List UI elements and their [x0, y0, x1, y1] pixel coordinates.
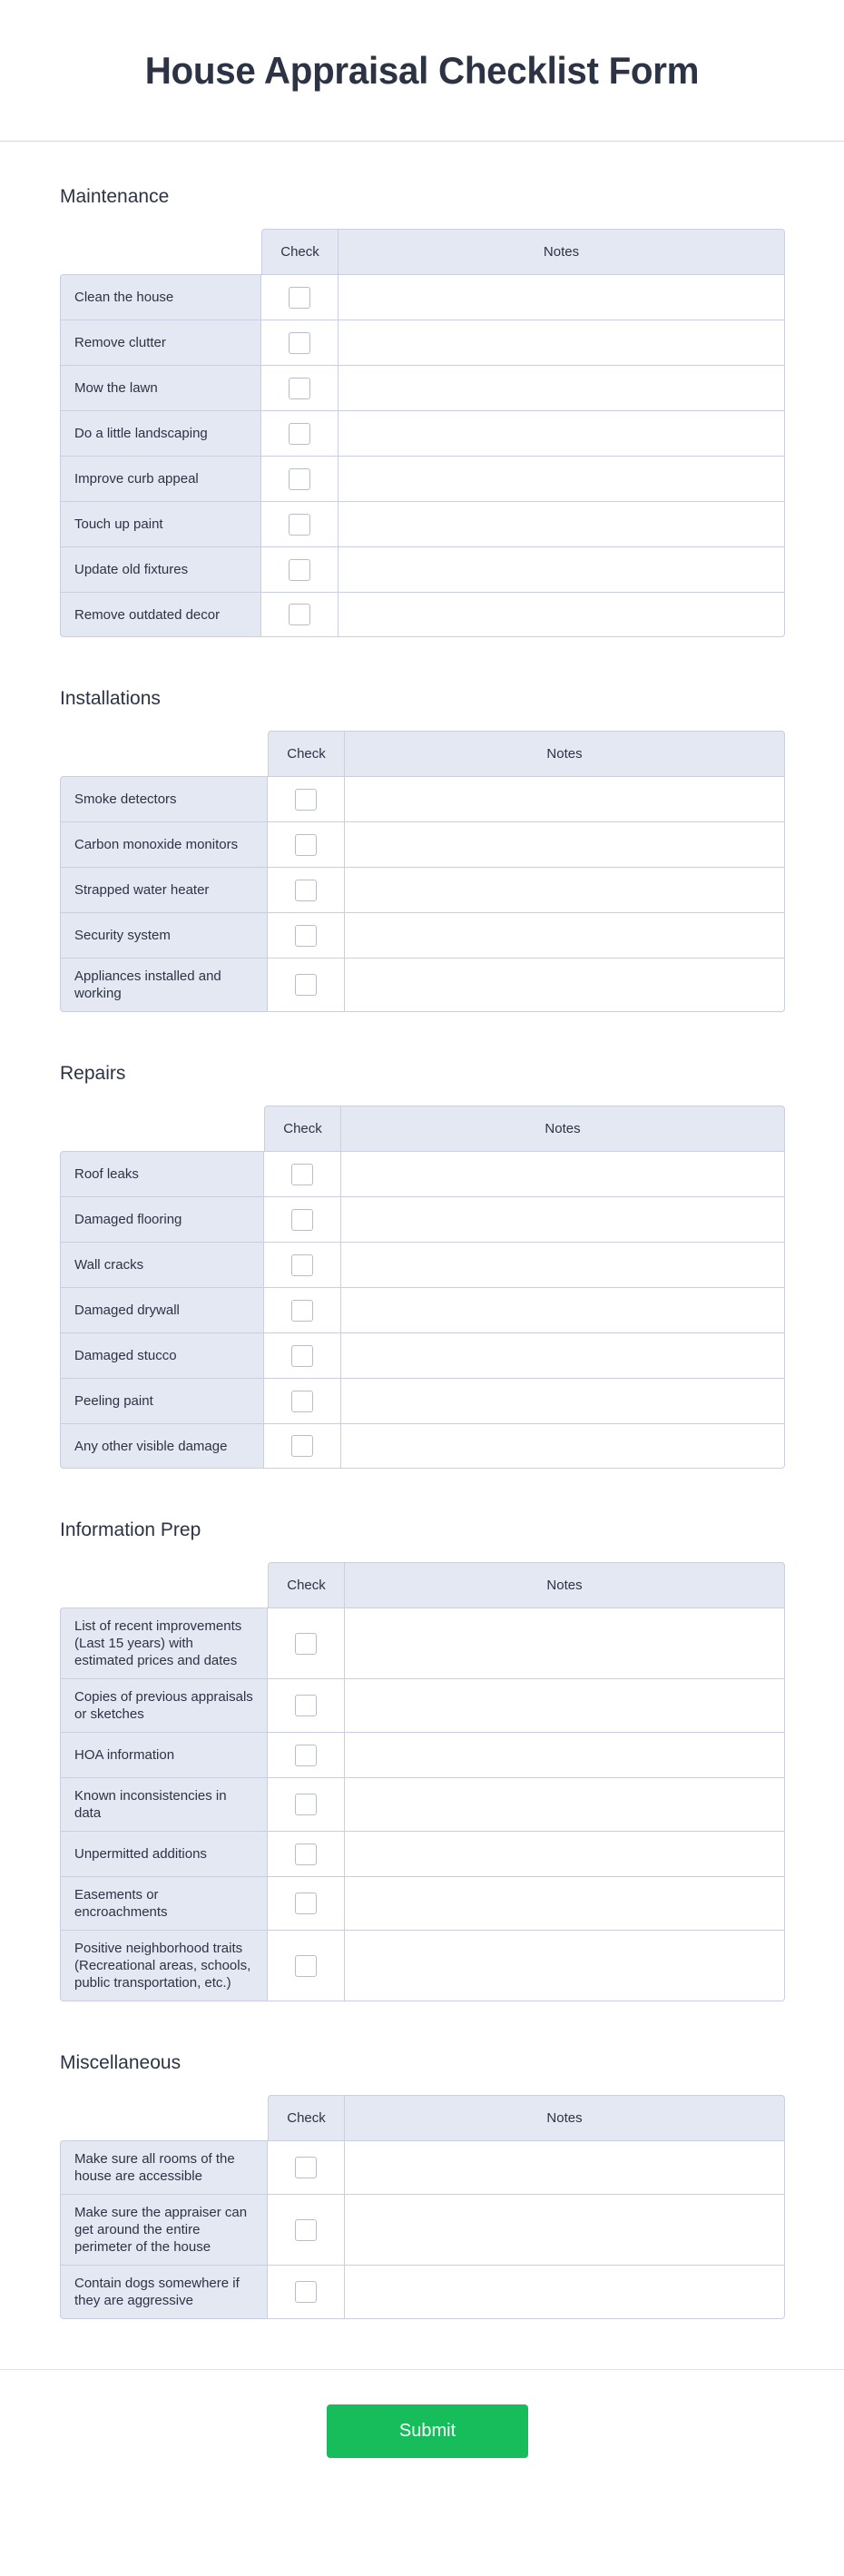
row-label: Smoke detectors	[60, 776, 268, 821]
notes-input[interactable]	[345, 1832, 784, 1876]
table-row	[60, 1608, 785, 1678]
row-label: Remove outdated decor	[60, 592, 261, 637]
check-cell	[261, 456, 339, 501]
notes-cell	[339, 501, 785, 546]
row-checkbox[interactable]	[289, 332, 310, 354]
column-header-notes: Notes	[345, 2095, 785, 2140]
row-label: Clean the house	[60, 274, 261, 320]
notes-cell	[341, 1196, 785, 1242]
row-label: Mow the lawn	[60, 365, 261, 410]
notes-cell	[339, 320, 785, 365]
row-checkbox[interactable]	[295, 925, 317, 947]
notes-input[interactable]	[345, 959, 784, 1011]
row-checkbox[interactable]	[289, 468, 310, 490]
section-title: Repairs	[60, 1063, 126, 1084]
table-row	[60, 2140, 785, 2194]
notes-cell	[345, 1678, 785, 1732]
notes-cell	[345, 1831, 785, 1876]
row-checkbox[interactable]	[291, 1391, 313, 1412]
notes-cell	[341, 1423, 785, 1469]
row-label: List of recent improvements (Last 15 years) with estimated prices and dates	[60, 1608, 268, 1678]
row-checkbox[interactable]	[295, 2219, 317, 2241]
table-row	[60, 320, 785, 365]
notes-cell	[339, 410, 785, 456]
column-header-check: Check	[268, 1562, 345, 1608]
matrix-corner	[60, 2095, 268, 2140]
check-cell	[268, 867, 345, 912]
table-row	[60, 1930, 785, 2001]
check-cell	[261, 320, 339, 365]
notes-cell	[345, 1608, 785, 1678]
table-row	[60, 1732, 785, 1777]
notes-cell	[339, 365, 785, 410]
checklist-matrix	[60, 1562, 785, 2001]
row-label: Roof leaks	[60, 1151, 264, 1196]
check-cell	[268, 1678, 345, 1732]
table-row	[60, 958, 785, 1012]
row-checkbox[interactable]	[295, 1794, 317, 1815]
notes-cell	[345, 2140, 785, 2194]
row-checkbox[interactable]	[289, 423, 310, 445]
matrix-corner	[60, 229, 261, 274]
check-cell	[268, 2194, 345, 2265]
table-row	[60, 1151, 785, 1196]
form-header	[0, 0, 844, 142]
table-row	[60, 1678, 785, 1732]
row-checkbox[interactable]	[295, 974, 317, 996]
check-cell	[264, 1151, 341, 1196]
row-checkbox[interactable]	[289, 559, 310, 581]
table-row	[60, 456, 785, 501]
notes-cell	[345, 776, 785, 821]
column-header-notes: Notes	[341, 1106, 785, 1151]
row-checkbox[interactable]	[291, 1254, 313, 1276]
notes-cell	[339, 456, 785, 501]
row-checkbox[interactable]	[295, 880, 317, 901]
form-content	[0, 142, 844, 2319]
notes-input[interactable]	[341, 1152, 784, 1196]
form-footer	[0, 2369, 844, 2503]
row-checkbox[interactable]	[291, 1209, 313, 1231]
row-label: Do a little landscaping	[60, 410, 261, 456]
check-cell	[264, 1242, 341, 1287]
table-row	[60, 1242, 785, 1287]
column-header-check: Check	[268, 731, 345, 776]
check-cell	[268, 1930, 345, 2001]
table-row	[60, 2265, 785, 2319]
notes-cell	[345, 821, 785, 867]
notes-input[interactable]	[345, 822, 784, 867]
notes-cell	[341, 1378, 785, 1423]
notes-cell	[339, 546, 785, 592]
notes-input[interactable]	[345, 1733, 784, 1777]
row-label: Make sure all rooms of the house are accessible	[60, 2140, 268, 2194]
row-checkbox[interactable]	[295, 1695, 317, 1716]
row-label: Easements or encroachments	[60, 1876, 268, 1930]
check-cell	[261, 592, 339, 637]
section-information-prep	[60, 1519, 784, 2001]
table-row	[60, 2194, 785, 2265]
check-cell	[261, 274, 339, 320]
row-checkbox[interactable]	[295, 1633, 317, 1655]
table-row	[60, 1423, 785, 1469]
row-checkbox[interactable]	[295, 2157, 317, 2178]
notes-cell	[345, 867, 785, 912]
notes-cell	[345, 1732, 785, 1777]
section-title: Information Prep	[60, 1519, 201, 1540]
table-row	[60, 1831, 785, 1876]
check-cell	[264, 1287, 341, 1332]
checklist-matrix	[60, 229, 785, 637]
table-row	[60, 867, 785, 912]
row-label: Remove clutter	[60, 320, 261, 365]
notes-input[interactable]	[339, 366, 784, 410]
row-checkbox[interactable]	[295, 1745, 317, 1766]
table-row	[60, 1378, 785, 1423]
table-row	[60, 1777, 785, 1831]
notes-cell	[345, 2265, 785, 2319]
check-cell	[268, 1831, 345, 1876]
notes-input[interactable]	[341, 1197, 784, 1242]
check-cell	[264, 1332, 341, 1378]
notes-cell	[345, 1777, 785, 1831]
check-cell	[268, 1608, 345, 1678]
submit-button[interactable]: Submit	[327, 2404, 528, 2458]
notes-input[interactable]	[345, 777, 784, 821]
row-label: Damaged stucco	[60, 1332, 264, 1378]
check-cell	[268, 1732, 345, 1777]
row-label: Copies of previous appraisals or sketches	[60, 1678, 268, 1732]
table-row	[60, 1287, 785, 1332]
row-label: Damaged flooring	[60, 1196, 264, 1242]
row-checkbox[interactable]	[295, 789, 317, 811]
matrix-corner	[60, 1562, 268, 1608]
row-checkbox[interactable]	[295, 2281, 317, 2303]
check-cell	[268, 2140, 345, 2194]
notes-input[interactable]	[339, 320, 784, 365]
check-cell	[264, 1423, 341, 1469]
notes-cell	[341, 1151, 785, 1196]
check-cell	[261, 410, 339, 456]
notes-cell	[345, 912, 785, 958]
notes-input[interactable]	[345, 2141, 784, 2194]
row-checkbox[interactable]	[295, 1955, 317, 1977]
notes-input[interactable]	[339, 411, 784, 456]
column-header-check: Check	[268, 2095, 345, 2140]
row-checkbox[interactable]	[295, 1893, 317, 1914]
matrix-corner	[60, 731, 268, 776]
table-row	[60, 821, 785, 867]
table-row	[60, 365, 785, 410]
notes-input[interactable]	[341, 1424, 784, 1468]
notes-input[interactable]	[345, 2266, 784, 2318]
check-cell	[264, 1196, 341, 1242]
check-cell	[268, 912, 345, 958]
table-row	[60, 501, 785, 546]
notes-input[interactable]	[341, 1379, 784, 1423]
column-header-check: Check	[264, 1106, 341, 1151]
row-label: Any other visible damage	[60, 1423, 264, 1469]
section-maintenance	[60, 185, 784, 637]
row-checkbox[interactable]	[291, 1300, 313, 1322]
check-cell	[264, 1378, 341, 1423]
row-label: Wall cracks	[60, 1242, 264, 1287]
section-installations	[60, 687, 784, 1012]
notes-input[interactable]	[345, 868, 784, 912]
notes-input[interactable]	[345, 1608, 784, 1678]
notes-input[interactable]	[339, 275, 784, 320]
table-row	[60, 546, 785, 592]
notes-cell	[345, 1876, 785, 1930]
notes-input[interactable]	[341, 1333, 784, 1378]
section-title: Miscellaneous	[60, 2052, 182, 2073]
check-cell	[268, 776, 345, 821]
column-header-notes: Notes	[339, 229, 785, 274]
row-label: Carbon monoxide monitors	[60, 821, 268, 867]
table-row	[60, 1332, 785, 1378]
table-row	[60, 410, 785, 456]
notes-input[interactable]	[341, 1288, 784, 1332]
notes-cell	[345, 2194, 785, 2265]
notes-input[interactable]	[339, 593, 784, 636]
table-row	[60, 274, 785, 320]
row-label: HOA information	[60, 1732, 268, 1777]
matrix-corner	[60, 1106, 264, 1151]
row-label: Security system	[60, 912, 268, 958]
row-label: Touch up paint	[60, 501, 261, 546]
section-title: Installations	[60, 688, 161, 709]
notes-input[interactable]	[339, 457, 784, 501]
row-checkbox[interactable]	[291, 1164, 313, 1185]
notes-cell	[341, 1332, 785, 1378]
table-row	[60, 776, 785, 821]
notes-cell	[345, 1930, 785, 2001]
notes-input[interactable]	[341, 1243, 784, 1287]
notes-input[interactable]	[339, 502, 784, 546]
row-checkbox[interactable]	[295, 834, 317, 856]
checklist-matrix	[60, 1106, 785, 1469]
row-checkbox[interactable]	[295, 1844, 317, 1865]
row-checkbox[interactable]	[289, 287, 310, 309]
notes-input[interactable]	[345, 1931, 784, 2001]
section-miscellaneous	[60, 2051, 784, 2319]
check-cell	[268, 821, 345, 867]
row-checkbox[interactable]	[289, 378, 310, 399]
check-cell	[268, 2265, 345, 2319]
notes-cell	[345, 958, 785, 1012]
section-repairs	[60, 1062, 784, 1469]
check-cell	[261, 365, 339, 410]
row-checkbox[interactable]	[291, 1435, 313, 1457]
row-checkbox[interactable]	[289, 514, 310, 536]
notes-cell	[339, 274, 785, 320]
checklist-matrix	[60, 731, 785, 1012]
notes-input[interactable]	[339, 547, 784, 592]
table-row	[60, 912, 785, 958]
table-row	[60, 1196, 785, 1242]
column-header-notes: Notes	[345, 1562, 785, 1608]
notes-input[interactable]	[345, 1778, 784, 1831]
column-header-check: Check	[261, 229, 339, 274]
notes-input[interactable]	[345, 913, 784, 958]
check-cell	[261, 546, 339, 592]
row-label: Appliances installed and working	[60, 958, 268, 1012]
notes-input[interactable]	[345, 1877, 784, 1930]
row-label: Improve curb appeal	[60, 456, 261, 501]
row-label: Make sure the appraiser can get around the entire perimeter of the house	[60, 2194, 268, 2265]
check-cell	[261, 501, 339, 546]
notes-cell	[341, 1287, 785, 1332]
row-checkbox[interactable]	[289, 604, 310, 625]
check-cell	[268, 1777, 345, 1831]
notes-input[interactable]	[345, 2195, 784, 2265]
row-label: Unpermitted additions	[60, 1831, 268, 1876]
row-checkbox[interactable]	[291, 1345, 313, 1367]
notes-cell	[341, 1242, 785, 1287]
table-row	[60, 1876, 785, 1930]
section-title: Maintenance	[60, 186, 170, 207]
row-label: Strapped water heater	[60, 867, 268, 912]
checklist-matrix	[60, 2095, 785, 2319]
notes-cell	[339, 592, 785, 637]
notes-input[interactable]	[345, 1679, 784, 1732]
row-label: Update old fixtures	[60, 546, 261, 592]
row-label: Positive neighborhood traits (Recreational areas, schools, public transportation, etc.)	[60, 1930, 268, 2001]
check-cell	[268, 958, 345, 1012]
row-label: Contain dogs somewhere if they are aggressive	[60, 2265, 268, 2319]
row-label: Damaged drywall	[60, 1287, 264, 1332]
form-title: House Appraisal Checklist Form	[144, 48, 700, 92]
row-label: Peeling paint	[60, 1378, 264, 1423]
column-header-notes: Notes	[345, 731, 785, 776]
table-row	[60, 592, 785, 637]
check-cell	[268, 1876, 345, 1930]
row-label: Known inconsistencies in data	[60, 1777, 268, 1831]
